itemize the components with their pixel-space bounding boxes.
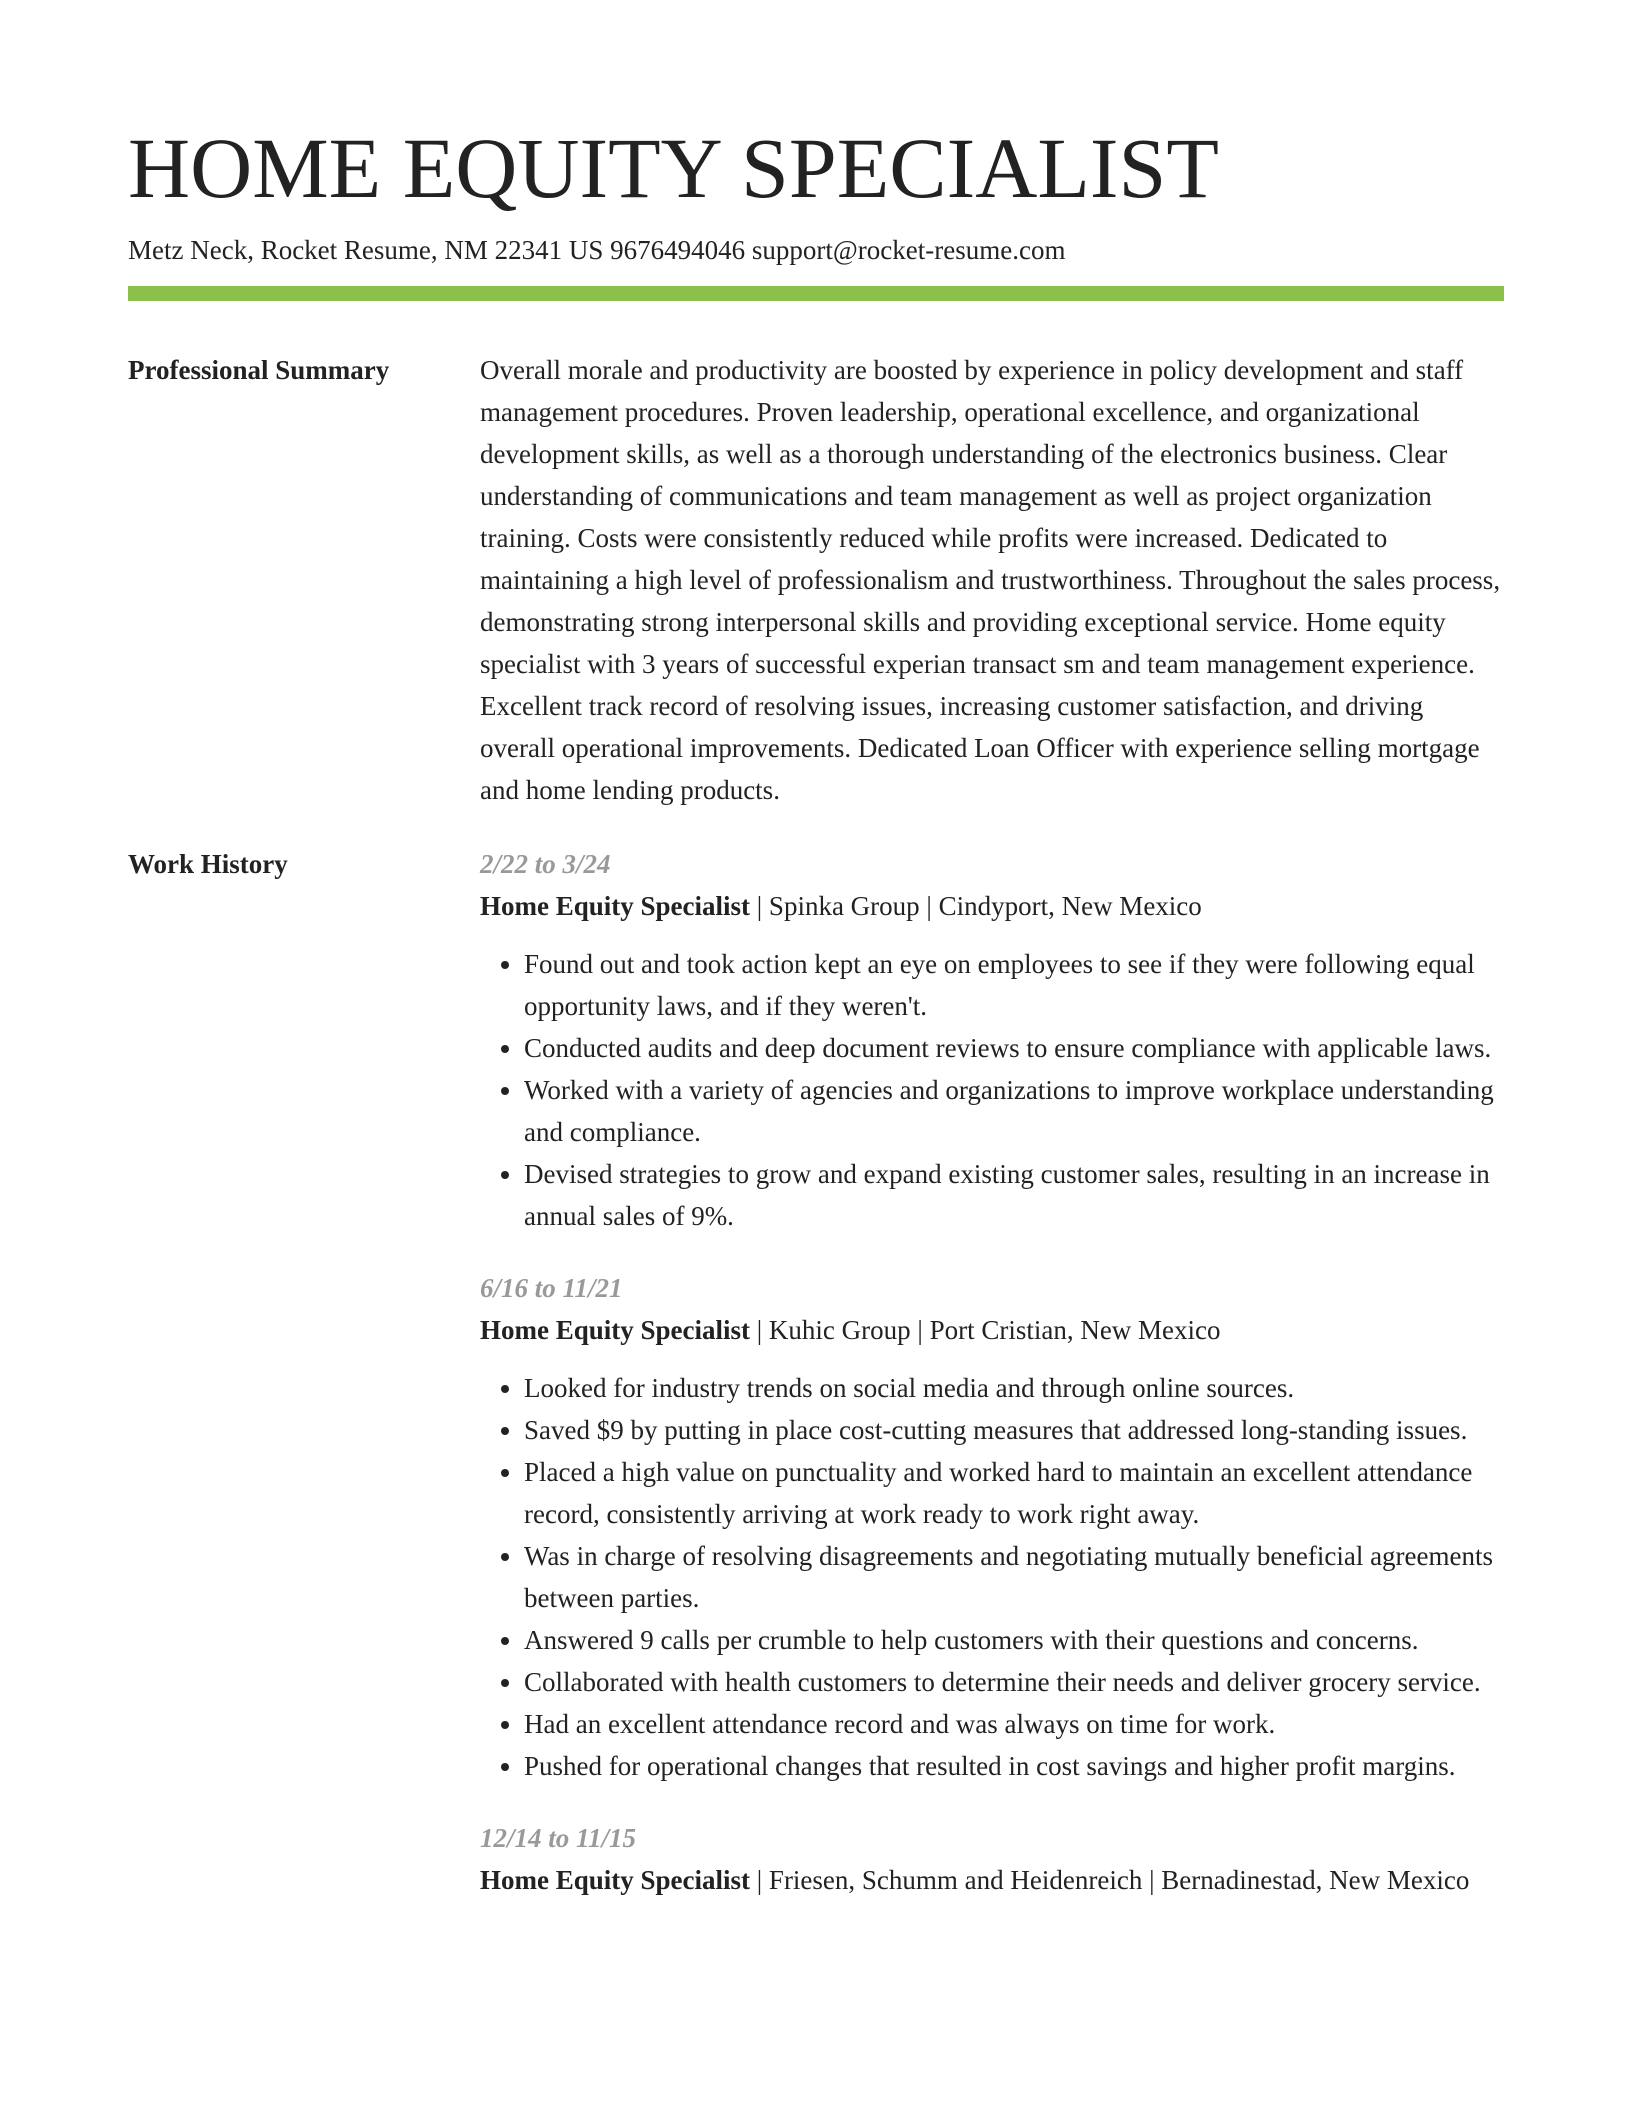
job-bullet: • Answered 9 calls per crumble to help customers with their questions and concerns.: [524, 1619, 1504, 1661]
job-separator: |: [750, 1315, 769, 1345]
job-company: Spinka Group: [768, 891, 920, 921]
work-history-heading: Work History: [128, 849, 288, 879]
job-bullet: • Was in charge of resolving disagreements and negotiating mutually beneficial agreements between parties.: [524, 1535, 1504, 1619]
job-title-line: [480, 1309, 1504, 1351]
job-bullet: • Found out and took action kept an eye on employees to see if they were following equal opportunity laws, and if they weren't.: [524, 943, 1504, 1027]
job-separator: |: [910, 1315, 930, 1345]
job-bullet: • Looked for industry trends on social media and through online sources.: [524, 1367, 1504, 1409]
job-title-line: [480, 885, 1504, 927]
job-company: Friesen, Schumm and Heidenreich: [768, 1865, 1143, 1895]
job-dates: 2/22 to 3/24: [480, 849, 611, 879]
job-bullet: • Conducted audits and deep document reviews to ensure compliance with applicable laws.: [524, 1027, 1504, 1069]
job-bullet: • Collaborated with health customers to determine their needs and deliver grocery service.: [524, 1661, 1504, 1703]
job-bullet: • Devised strategies to grow and expand existing customer sales, resulting in an increase in annual sales of 9%.: [524, 1153, 1504, 1237]
summary-body: [480, 349, 1504, 811]
job-location: Bernadinestad, New Mexico: [1161, 1865, 1470, 1895]
job-location: Port Cristian, New Mexico: [929, 1315, 1221, 1345]
job-bullet: • Had an excellent attendance record and was always on time for work.: [524, 1703, 1504, 1745]
job-separator: |: [750, 1865, 769, 1895]
job-entry: [480, 1267, 1504, 1787]
job-bullet: • Saved $9 by putting in place cost-cutting measures that addressed long-standing issues.: [524, 1409, 1504, 1451]
job-title: Home Equity Specialist: [480, 1865, 751, 1895]
job-location: Cindyport, New Mexico: [938, 891, 1202, 921]
job-title: Home Equity Specialist: [480, 891, 751, 921]
job-separator: |: [1142, 1865, 1162, 1895]
header-divider: [128, 286, 1504, 301]
work-history-body: [480, 843, 1504, 1931]
job-bullet: • Worked with a variety of agencies and organizations to improve workplace understanding and compliance.: [524, 1069, 1504, 1153]
job-dates: 6/16 to 11/21: [480, 1273, 623, 1303]
job-bullet-list: [480, 1367, 1504, 1787]
job-bullet-list: [480, 943, 1504, 1237]
job-company: Kuhic Group: [768, 1315, 911, 1345]
summary-text: Overall morale and productivity are boosted by experience in policy development and staff management procedures. Proven leadership, operational excellence, and organizational development skills, as well as a thorough understanding of the electronics business. Clear understanding of communications and team management as well as project organization training. Costs were consistently reduced while profits were increased. Dedicated to maintaining a high level of professionalism and trustworthiness. Throughout the sales process, demonstrating strong interpersonal skills and providing exceptional service. Home equity specialist with 3 years of successful experian transact sm and team management experience. Excellent track record of resolving issues, increasing customer satisfaction, and driving overall operational improvements. Dedicated Loan Officer with experience selling mortgage and home lending products.: [480, 355, 1501, 805]
contact-line: Metz Neck, Rocket Resume, NM 22341 US 9676494046 support@rocket-resume.com: [128, 235, 1066, 265]
job-bullet: • Placed a high value on punctuality and worked hard to maintain an excellent attendance record, consistently arriving at work ready to work right away.: [524, 1451, 1504, 1535]
job-entry: [480, 1817, 1504, 1901]
summary-heading: Professional Summary: [128, 355, 390, 385]
page-title: HOME EQUITY SPECIALIST: [128, 120, 1219, 216]
job-dates: 12/14 to 11/15: [480, 1823, 637, 1853]
job-bullet: • Pushed for operational changes that resulted in cost savings and higher profit margins.: [524, 1745, 1504, 1787]
job-separator: |: [750, 891, 769, 921]
job-title: Home Equity Specialist: [480, 1315, 751, 1345]
job-separator: |: [919, 891, 939, 921]
job-entry: [480, 843, 1504, 1237]
job-title-line: [480, 1859, 1504, 1901]
